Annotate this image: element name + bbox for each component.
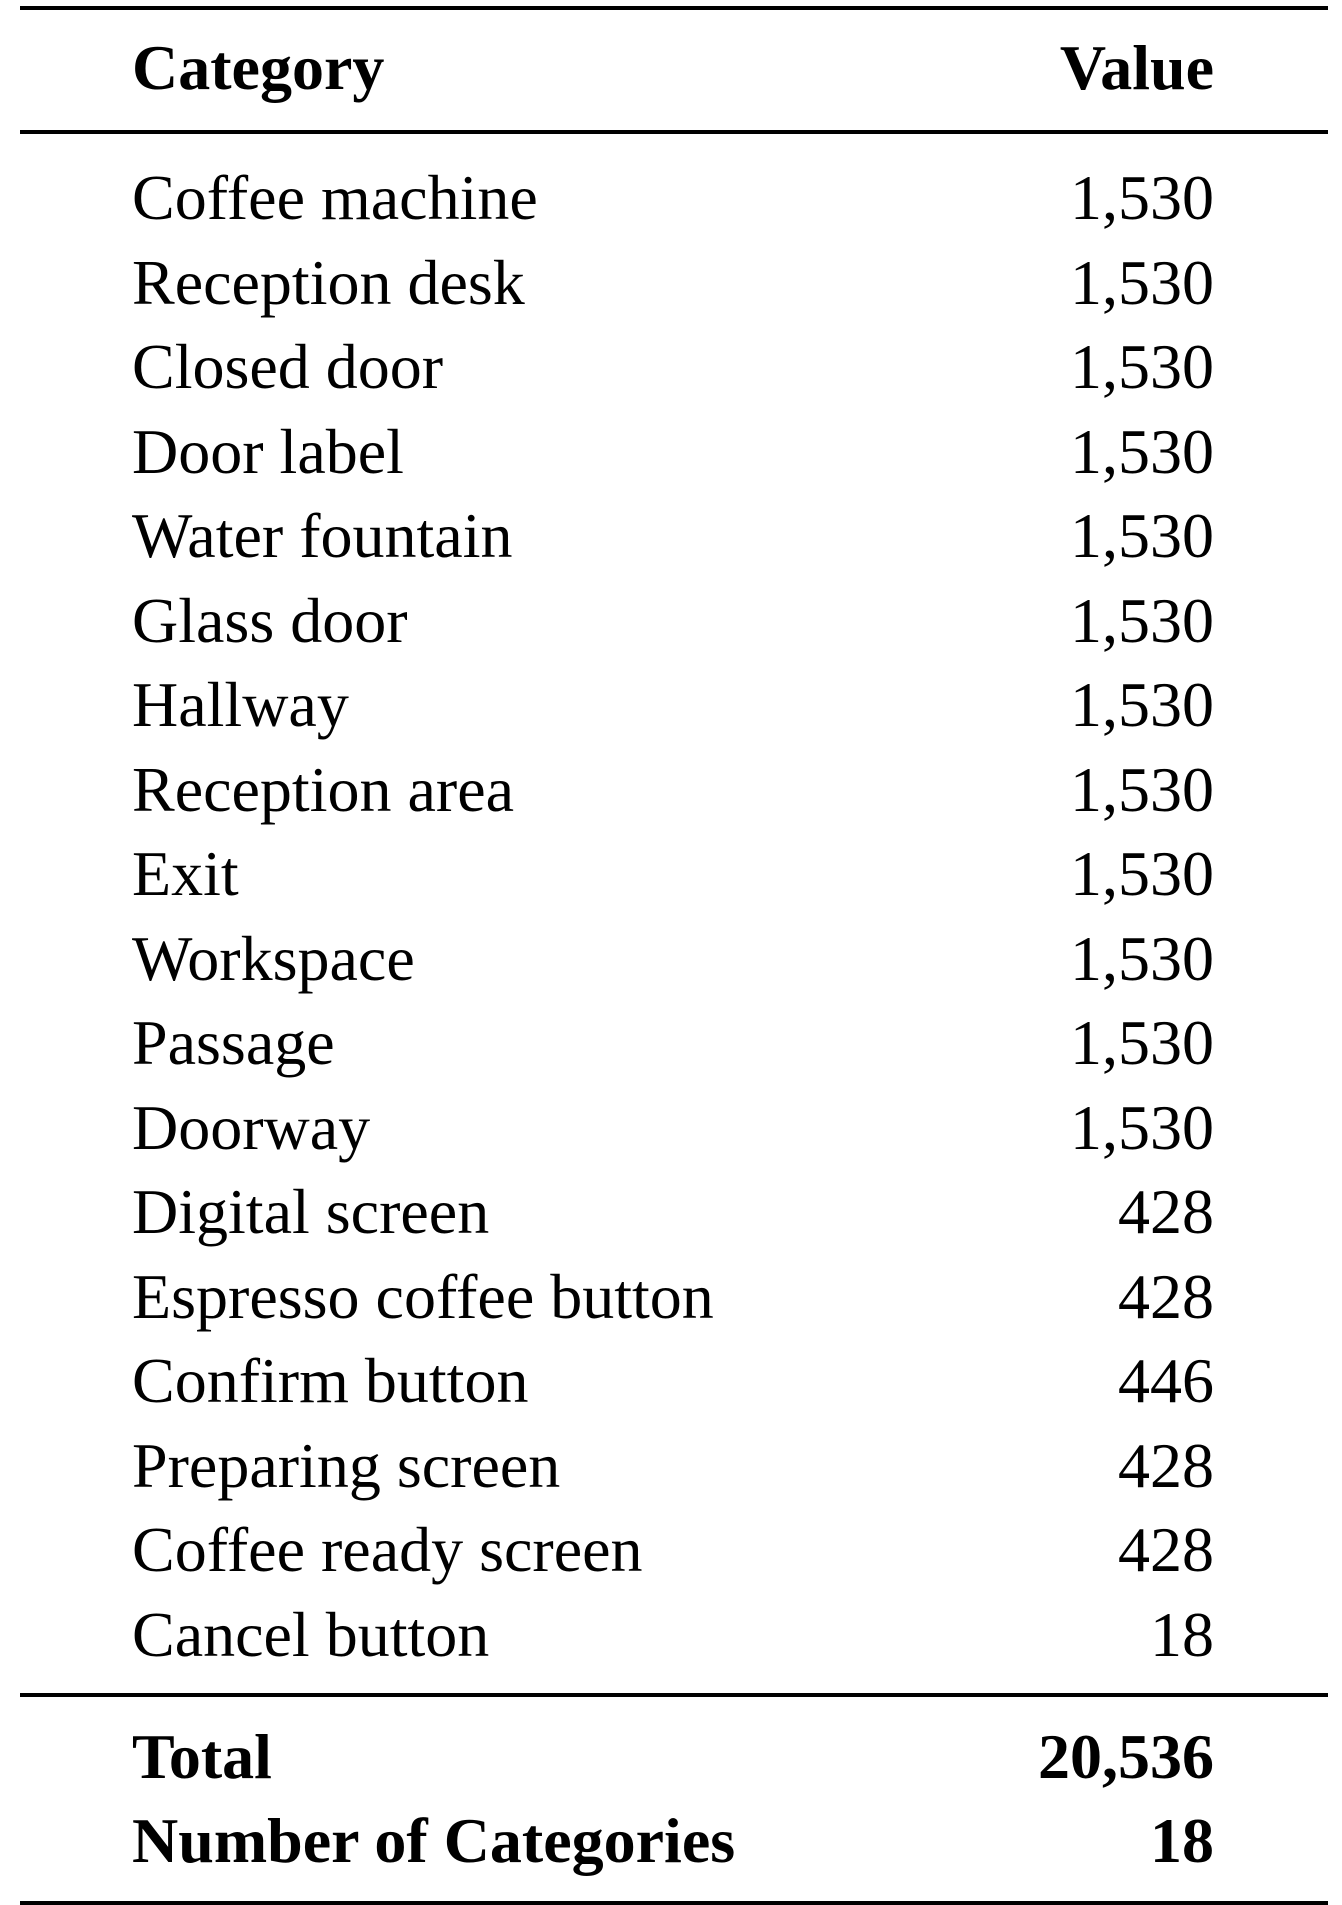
row-value: 1,530 [1070,838,1214,910]
row-category: Doorway [132,1091,371,1163]
table-row [20,1508,1328,1593]
row-category: Digital screen [132,1176,490,1248]
row-value: 1,530 [1070,162,1214,234]
row-category: Reception area [132,753,514,825]
table-row [20,1170,1328,1255]
table-row [20,1339,1328,1424]
row-value: 1,530 [1070,415,1214,487]
row-value: 1,530 [1070,584,1214,656]
category-count-row [20,1799,1328,1883]
table-row [20,410,1328,495]
row-category: Closed door [132,331,444,403]
row-category: Hallway [132,669,349,741]
row-value: 1,530 [1070,246,1214,318]
table-row [20,832,1328,917]
category-table [20,6,1328,1905]
table-row [20,917,1328,1002]
total-value: 20,536 [1038,1721,1214,1792]
table-row [20,241,1328,326]
row-value: 428 [1118,1514,1214,1586]
table-body [20,134,1328,1693]
row-category: Water fountain [132,500,513,572]
category-count-value: 18 [1150,1805,1214,1876]
row-value: 18 [1150,1598,1214,1670]
row-category: Workspace [132,922,415,994]
table-row [20,325,1328,410]
row-category: Coffee ready screen [132,1514,643,1586]
header-category: Category [132,32,385,103]
row-category: Glass door [132,584,408,656]
row-category: Exit [132,838,239,910]
row-value: 1,530 [1070,922,1214,994]
row-value: 1,530 [1070,331,1214,403]
row-category: Confirm button [132,1345,529,1417]
row-category: Preparing screen [132,1429,561,1501]
row-value: 428 [1118,1176,1214,1248]
row-value: 1,530 [1070,753,1214,825]
row-category: Espresso coffee button [132,1260,714,1332]
row-value: 1,530 [1070,500,1214,572]
table-row [20,1593,1328,1678]
table-row [20,663,1328,748]
row-category: Door label [132,415,404,487]
row-value: 446 [1118,1345,1214,1417]
row-value: 428 [1118,1429,1214,1501]
category-count-label: Number of Categories [132,1805,736,1876]
table-row [20,1424,1328,1509]
table-row [20,1255,1328,1340]
row-category: Cancel button [132,1598,490,1670]
table-row [20,494,1328,579]
total-label: Total [132,1721,272,1792]
row-category: Coffee machine [132,162,538,234]
table-row [20,579,1328,664]
row-category: Passage [132,1007,335,1079]
table-row [20,1001,1328,1086]
row-value: 428 [1118,1260,1214,1332]
table-header [20,10,1328,130]
row-category: Reception desk [132,246,525,318]
table-row [20,748,1328,833]
bottom-rule [20,1901,1328,1905]
total-row [20,1715,1328,1799]
table-row [20,1086,1328,1171]
row-value: 1,530 [1070,1007,1214,1079]
table-summary [20,1697,1328,1901]
header-value: Value [1059,32,1214,103]
row-value: 1,530 [1070,669,1214,741]
row-value: 1,530 [1070,1091,1214,1163]
table-row [20,156,1328,241]
